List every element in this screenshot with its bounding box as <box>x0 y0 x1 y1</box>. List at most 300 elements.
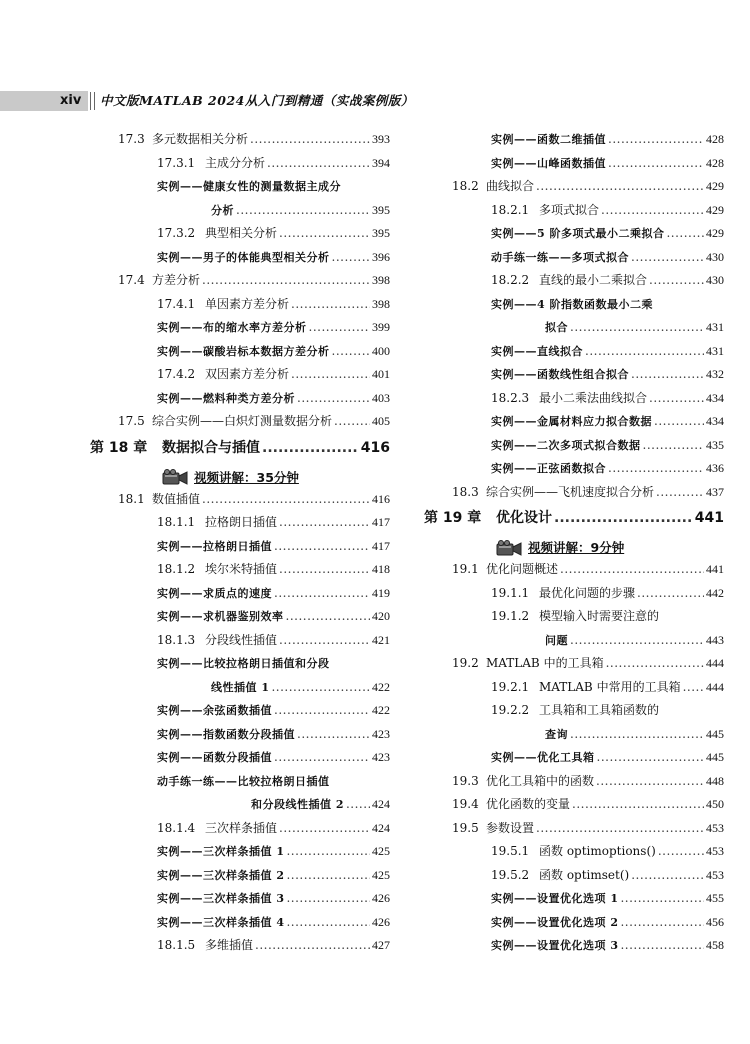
entry-number: 19.1.1 <box>491 585 530 600</box>
toc-entry[interactable] <box>424 582 724 606</box>
entry-page-number: 453 <box>706 820 724 835</box>
entry-title: 实例——布的缩水率方差分析 <box>157 321 307 334</box>
entry-line <box>491 699 659 723</box>
entry-page-number: 431 <box>706 320 724 334</box>
entry-number: 17.4.2 <box>157 367 196 381</box>
leader-dots <box>597 746 705 770</box>
leader-dots <box>332 246 371 270</box>
entry-line <box>491 293 653 317</box>
entry-title: 实例——男子的体能典型相关分析 <box>157 250 330 264</box>
toc-entry[interactable] <box>90 887 390 911</box>
entry-title: 单因素方差分析 <box>205 296 290 311</box>
entry-page-number: 393 <box>372 132 390 146</box>
entry-page-number: 423 <box>372 726 390 741</box>
entry-line <box>157 152 390 176</box>
video-lecture-label[interactable]: 视频讲解：35分钟 <box>194 469 299 485</box>
leader-dots <box>654 410 704 434</box>
entry-page-number: 426 <box>372 891 390 905</box>
entry-page-number: 434 <box>706 414 724 428</box>
leader-dots <box>279 511 370 535</box>
entry-page-number: 418 <box>372 562 390 576</box>
leader-dots <box>620 911 704 935</box>
toc-entry[interactable] <box>90 723 390 747</box>
entry-title: 实例——直线拟合 <box>491 344 583 358</box>
leader-dots <box>606 652 704 676</box>
toc-entry[interactable] <box>424 434 724 458</box>
entry-title: 实例——余弦函数插值 <box>157 704 272 717</box>
entry-title: 优化工具箱中的函数 <box>486 773 595 788</box>
entry-page-number: 423 <box>372 750 390 764</box>
toc-entry[interactable] <box>90 363 390 387</box>
leader-dots <box>291 363 370 387</box>
entry-page-number: 405 <box>372 414 390 428</box>
leader-dots <box>631 363 704 387</box>
leader-dots <box>202 269 370 293</box>
entry-title: 线性插值 1 <box>211 680 270 694</box>
toc-entry[interactable] <box>90 535 390 559</box>
entry-page-number: 441 <box>694 510 724 526</box>
entry-title: 实例——函数线性组合拟合 <box>491 368 629 381</box>
entry-number: 19.2.2 <box>491 703 530 717</box>
leader-dots <box>620 934 704 958</box>
entry-title: 实例——比较拉格朗日插值和分段 <box>157 657 330 670</box>
entry-page-number: 424 <box>372 820 390 835</box>
toc-entry[interactable] <box>424 605 724 629</box>
chapter-entry[interactable] <box>90 434 390 462</box>
entry-page-number: 429 <box>706 202 724 217</box>
toc-entry[interactable] <box>424 699 724 723</box>
leader-dots <box>608 152 704 176</box>
leader-dots <box>596 770 704 794</box>
toc-entry[interactable] <box>90 652 390 676</box>
entry-line <box>157 887 390 911</box>
entry-page-number: 401 <box>372 367 390 381</box>
leader-dots <box>608 128 704 152</box>
toc-entry[interactable] <box>424 652 724 676</box>
entry-number: 第 18 章 <box>90 439 148 456</box>
entry-title: 查询 <box>545 727 568 741</box>
leader-dots <box>585 340 704 364</box>
entry-title: 拟合 <box>545 321 568 334</box>
leader-dots <box>262 434 359 462</box>
toc-entry[interactable] <box>90 222 390 246</box>
toc-entry[interactable] <box>424 770 724 794</box>
entry-number: 18.1.1 <box>157 515 196 529</box>
entry-title: 方差分析 <box>152 273 201 287</box>
toc-entry[interactable] <box>90 676 390 700</box>
entry-page-number: 436 <box>706 461 724 475</box>
entry-page-number: 458 <box>706 938 724 952</box>
entry-line <box>157 817 390 841</box>
leader-dots <box>570 723 704 747</box>
leader-dots <box>271 676 370 700</box>
running-header <box>0 91 750 111</box>
entry-page-number: 416 <box>360 439 390 456</box>
leader-dots <box>286 864 370 888</box>
entry-title: 埃尔米特插值 <box>205 562 278 576</box>
entry-title: MATLAB 中的工具箱 <box>486 656 604 670</box>
leader-dots <box>279 629 370 653</box>
entry-line <box>157 340 390 364</box>
entry-number: 18.1.2 <box>157 562 196 576</box>
entry-line <box>491 222 724 246</box>
entry-line <box>452 652 724 676</box>
leader-dots <box>572 793 704 817</box>
toc-entry[interactable] <box>90 199 390 223</box>
entry-title: 最优化问题的步骤 <box>539 585 636 600</box>
entry-line <box>211 676 390 700</box>
toc-entry[interactable] <box>424 793 724 817</box>
entry-page-number: 395 <box>372 202 390 217</box>
entry-page-number: 444 <box>706 679 724 694</box>
entry-title: 实例——4 阶指数函数最小二乘 <box>491 297 653 311</box>
entry-line <box>157 864 390 888</box>
entry-number: 17.3.1 <box>157 155 196 170</box>
entry-line <box>157 629 390 653</box>
entry-number: 18.1.5 <box>157 938 196 952</box>
leader-dots <box>236 199 370 223</box>
entry-title: 问题 <box>545 633 568 647</box>
entry-title: 直线的最小二乘拟合 <box>539 273 648 287</box>
leader-dots <box>620 887 704 911</box>
video-link[interactable] <box>90 462 390 488</box>
entry-line <box>491 934 724 958</box>
entry-line <box>491 340 724 364</box>
entry-line <box>157 840 390 864</box>
entry-line <box>491 605 659 629</box>
entry-title: 优化函数的变量 <box>486 797 571 811</box>
leader-dots <box>666 222 704 246</box>
entry-number: 19.5 <box>452 820 479 835</box>
toc-entry[interactable] <box>90 817 390 841</box>
leader-dots <box>332 340 371 364</box>
entry-line <box>157 558 390 582</box>
entry-title: 函数 optimset() <box>539 867 630 882</box>
entry-line <box>491 363 724 387</box>
entry-title: 实例——设置优化选项 2 <box>491 915 619 929</box>
entry-number: 18.1 <box>118 491 145 506</box>
toc-entry[interactable] <box>90 770 390 794</box>
entry-page-number: 430 <box>706 249 724 264</box>
entry-title: 模型输入时需要注意的 <box>539 609 660 623</box>
toc-column-right <box>424 128 724 958</box>
entry-page-number: 421 <box>372 632 390 647</box>
toc-entry[interactable] <box>424 723 724 747</box>
entry-line <box>157 316 390 340</box>
toc-entry[interactable] <box>90 488 390 512</box>
entry-line <box>452 175 724 199</box>
video-lecture-label[interactable]: 视频讲解：9分钟 <box>528 540 625 555</box>
toc-entry[interactable] <box>90 316 390 340</box>
leader-dots <box>255 934 370 958</box>
entry-line <box>491 911 724 935</box>
entry-title: MATLAB 中常用的工具箱 <box>539 679 681 694</box>
entry-title: 函数 optimoptions() <box>539 844 656 858</box>
entry-title: 实例——健康女性的测量数据主成分 <box>157 180 341 193</box>
entry-title: 实例——三次样条插值 2 <box>157 868 285 882</box>
leader-dots <box>274 535 370 559</box>
toc-entry[interactable] <box>424 269 724 293</box>
toc-entry[interactable] <box>90 840 390 864</box>
entry-page-number: 420 <box>372 609 390 623</box>
leader-dots <box>649 269 704 293</box>
entry-title: 实例——5 阶多项式最小二乘拟合 <box>491 227 665 240</box>
entry-line <box>157 293 390 317</box>
entry-page-number: 400 <box>372 343 390 358</box>
entry-title: 曲线拟合 <box>486 179 535 193</box>
entry-line <box>452 558 724 582</box>
entry-page-number: 455 <box>706 891 724 905</box>
leader-dots <box>309 316 371 340</box>
entry-page-number: 424 <box>372 797 390 811</box>
entry-title: 数据拟合与插值 <box>162 439 260 456</box>
entry-title: 主成分分析 <box>205 155 266 170</box>
toc-entry[interactable] <box>90 582 390 606</box>
entry-line <box>157 363 390 387</box>
entry-number: 19.2.1 <box>491 679 530 694</box>
toc-entry[interactable] <box>90 629 390 653</box>
toc-entry[interactable] <box>424 316 724 340</box>
entry-page-number: 453 <box>706 844 724 858</box>
entry-line <box>157 770 330 794</box>
toc-entry[interactable] <box>90 128 390 152</box>
entry-page-number: 416 <box>372 491 390 506</box>
toc-entry[interactable] <box>90 269 390 293</box>
entry-line <box>157 387 390 411</box>
toc-entry[interactable] <box>424 817 724 841</box>
entry-page-number: 417 <box>372 515 390 529</box>
leader-dots <box>286 840 370 864</box>
entry-number: 17.4 <box>118 273 145 287</box>
toc-entry[interactable] <box>424 128 724 152</box>
toc-entry[interactable] <box>424 676 724 700</box>
entry-title: 实例——指数函数分段插值 <box>157 727 295 741</box>
toc-entry[interactable] <box>90 293 390 317</box>
leader-dots <box>631 246 704 270</box>
toc-entry[interactable] <box>90 410 390 434</box>
toc-entry[interactable] <box>424 558 724 582</box>
entry-line <box>491 457 724 481</box>
entry-title: 实例——优化工具箱 <box>491 751 595 764</box>
entry-page-number: 395 <box>372 226 390 240</box>
toc-entry[interactable] <box>90 911 390 935</box>
leader-dots <box>637 582 704 606</box>
entry-title: 双因素方差分析 <box>205 367 290 381</box>
video-camera-icon <box>162 469 188 486</box>
entry-page-number: 396 <box>372 249 390 264</box>
leader-dots <box>286 605 371 629</box>
entry-number: 19.4 <box>452 797 479 811</box>
leader-dots <box>274 699 370 723</box>
entry-line <box>545 723 724 747</box>
entry-line <box>491 128 724 152</box>
toc-entry[interactable] <box>424 934 724 958</box>
toc-entry[interactable] <box>424 457 724 481</box>
toc-entry[interactable] <box>424 911 724 935</box>
toc-entry[interactable] <box>424 887 724 911</box>
toc-entry[interactable] <box>90 793 390 817</box>
entry-title: 实例——山峰函数插值 <box>491 156 606 170</box>
entry-title: 实例——拉格朗日插值 <box>157 539 272 553</box>
entry-number: 17.4.1 <box>157 296 196 311</box>
entry-line <box>491 840 724 864</box>
entry-page-number: 427 <box>372 938 390 952</box>
entry-page-number: 422 <box>372 703 390 717</box>
entry-number: 18.2.2 <box>491 273 530 287</box>
entry-line <box>118 269 390 293</box>
toc-entry[interactable] <box>424 152 724 176</box>
leader-dots <box>536 817 704 841</box>
entry-page-number: 426 <box>372 914 390 929</box>
toc-entry[interactable] <box>90 864 390 888</box>
entry-line <box>491 676 724 700</box>
entry-title: 分析 <box>211 203 234 217</box>
entry-page-number: 429 <box>706 226 724 240</box>
toc-entry[interactable] <box>424 387 724 411</box>
leader-dots <box>649 387 704 411</box>
toc-entry[interactable] <box>424 481 724 505</box>
entry-line <box>452 817 724 841</box>
leader-dots <box>291 293 370 317</box>
entry-line <box>157 723 390 747</box>
toc-entry[interactable] <box>424 864 724 888</box>
toc-entry[interactable] <box>424 293 724 317</box>
leader-dots <box>536 175 704 199</box>
video-link[interactable] <box>424 532 724 558</box>
leader-dots <box>570 629 704 653</box>
entry-title: 综合实例——白炽灯测量数据分析 <box>152 414 333 428</box>
entry-title: 实例——碳酸岩标本数据方差分析 <box>157 344 330 358</box>
entry-number: 19.1.2 <box>491 609 530 623</box>
entry-page-number: 432 <box>706 367 724 381</box>
entry-page-number: 441 <box>706 562 724 576</box>
entry-number: 第 19 章 <box>424 510 482 526</box>
entry-line <box>251 793 390 817</box>
entry-page-number: 428 <box>706 132 724 146</box>
toc-entry[interactable] <box>90 175 390 199</box>
toc-entry[interactable] <box>90 511 390 535</box>
entry-title: 三次样条插值 <box>205 820 278 835</box>
entry-title: 实例——二次多项式拟合数据 <box>491 438 641 452</box>
leader-dots <box>297 387 370 411</box>
leader-dots <box>643 434 705 458</box>
entry-line <box>452 481 724 505</box>
toc-entry[interactable] <box>90 934 390 958</box>
entry-page-number: 430 <box>706 273 724 287</box>
entry-page-number: 428 <box>706 155 724 170</box>
entry-line <box>452 770 724 794</box>
entry-line <box>157 934 390 958</box>
leader-dots <box>608 457 704 481</box>
entry-line <box>157 605 390 629</box>
entry-line <box>491 387 724 411</box>
toc-entry[interactable] <box>90 246 390 270</box>
entry-title: 多元数据相关分析 <box>152 132 249 146</box>
entry-line <box>211 199 390 223</box>
entry-title: 实例——设置优化选项 1 <box>491 892 619 905</box>
leader-dots <box>279 558 370 582</box>
toc-entry[interactable] <box>90 746 390 770</box>
toc-entry[interactable] <box>424 410 724 434</box>
entry-line <box>491 434 724 458</box>
entry-title: 典型相关分析 <box>205 226 278 240</box>
entry-number: 19.2 <box>452 656 479 670</box>
entry-title: 优化问题概述 <box>486 562 559 576</box>
entry-number: 18.1.3 <box>157 632 196 647</box>
toc-entry[interactable] <box>90 558 390 582</box>
entry-line <box>157 699 390 723</box>
entry-number: 19.1 <box>452 562 479 576</box>
entry-page-number: 399 <box>372 320 390 334</box>
leader-dots <box>279 817 370 841</box>
entry-line <box>491 746 724 770</box>
toc-entry[interactable] <box>424 175 724 199</box>
toc-entry[interactable] <box>424 363 724 387</box>
entry-page-number: 394 <box>372 155 390 170</box>
header-divider <box>90 92 95 110</box>
entry-title: 实例——三次样条插值 3 <box>157 892 285 905</box>
entry-number: 19.5.2 <box>491 867 530 882</box>
entry-page-number: 450 <box>706 797 724 811</box>
entry-page-number: 444 <box>706 656 724 670</box>
entry-page-number: 431 <box>706 343 724 358</box>
leader-dots <box>274 746 370 770</box>
entry-title: 数值插值 <box>152 491 201 506</box>
toc-entry[interactable] <box>424 222 724 246</box>
entry-page-number: 398 <box>372 296 390 311</box>
entry-page-number: 448 <box>706 773 724 788</box>
toc-entry[interactable] <box>424 746 724 770</box>
entry-page-number: 443 <box>706 632 724 647</box>
leader-dots <box>631 864 704 888</box>
entry-page-number: 435 <box>706 437 724 452</box>
toc-entry[interactable] <box>90 340 390 364</box>
entry-line <box>491 152 724 176</box>
entry-title: 综合实例——飞机速度拟合分析 <box>486 484 655 499</box>
leader-dots <box>560 558 704 582</box>
toc-entry[interactable] <box>90 605 390 629</box>
entry-line <box>157 911 390 935</box>
entry-number: 19.5.1 <box>491 844 530 858</box>
entry-number: 18.3 <box>452 484 479 499</box>
toc-entry[interactable] <box>90 387 390 411</box>
toc-entry[interactable] <box>424 629 724 653</box>
toc-entry[interactable] <box>424 246 724 270</box>
entry-line <box>491 582 724 606</box>
entry-page-number: 434 <box>706 390 724 405</box>
entry-number: 18.2.1 <box>491 202 530 217</box>
leader-dots <box>286 887 370 911</box>
entry-page-number: 445 <box>706 750 724 764</box>
toc-entry[interactable] <box>90 699 390 723</box>
entry-title: 动手练一练——比较拉格朗日插值 <box>157 774 330 788</box>
entry-page-number: 425 <box>372 867 390 882</box>
entry-line <box>157 175 341 199</box>
video-camera-icon <box>496 540 522 557</box>
entry-title: 动手练一练——多项式拟合 <box>491 250 629 264</box>
entry-title: 实例——函数分段插值 <box>157 751 272 764</box>
entry-line <box>118 128 390 152</box>
toc-entry[interactable] <box>424 340 724 364</box>
toc-entry[interactable] <box>90 152 390 176</box>
entry-line <box>118 410 390 434</box>
entry-line <box>424 504 724 532</box>
leader-dots <box>570 316 704 340</box>
toc-entry[interactable] <box>424 199 724 223</box>
chapter-entry[interactable] <box>424 504 724 532</box>
entry-line <box>545 629 724 653</box>
toc-entry[interactable] <box>424 840 724 864</box>
